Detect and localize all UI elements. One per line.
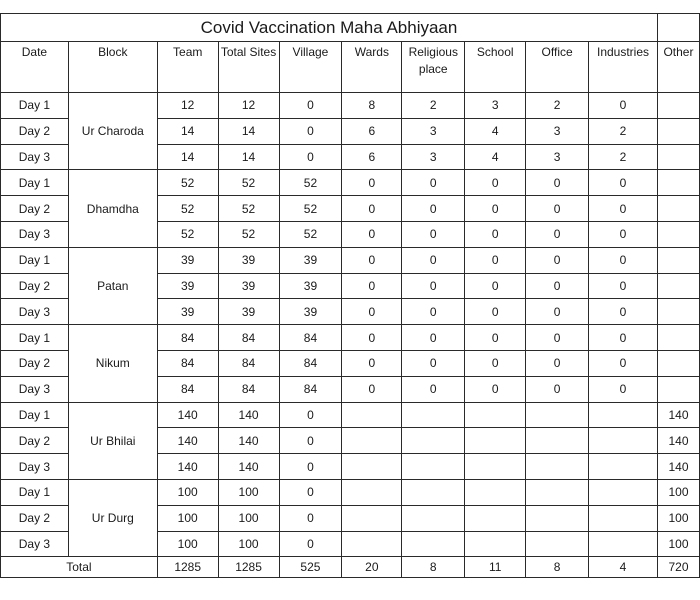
value-cell: 0 [526, 299, 589, 325]
value-cell: 0 [279, 144, 342, 170]
value-cell: 0 [589, 299, 658, 325]
value-cell: 52 [218, 196, 279, 222]
value-cell: 0 [589, 170, 658, 196]
value-cell: 0 [526, 325, 589, 351]
value-cell [342, 531, 402, 557]
total-row [1, 557, 700, 578]
value-cell [342, 454, 402, 480]
value-cell: 100 [157, 531, 218, 557]
value-cell: 0 [526, 170, 589, 196]
value-cell: 39 [279, 299, 342, 325]
value-cell: 0 [589, 247, 658, 273]
value-cell: 0 [465, 376, 526, 402]
day-cell: Day 1 [1, 170, 69, 196]
day-cell: Day 2 [1, 350, 69, 376]
value-cell: 0 [589, 350, 658, 376]
value-cell: 3 [465, 93, 526, 119]
value-cell: 140 [218, 454, 279, 480]
value-cell [342, 402, 402, 428]
value-cell: 0 [342, 350, 402, 376]
value-cell [657, 93, 699, 119]
value-cell: 52 [279, 170, 342, 196]
day-cell: Day 3 [1, 454, 69, 480]
day-cell: Day 2 [1, 273, 69, 299]
day-cell: Day 1 [1, 479, 69, 505]
value-cell: 84 [218, 325, 279, 351]
value-cell [465, 531, 526, 557]
value-cell: 0 [342, 247, 402, 273]
value-cell: 0 [526, 376, 589, 402]
value-cell: 0 [279, 505, 342, 531]
value-cell: 2 [402, 93, 465, 119]
value-cell: 84 [279, 325, 342, 351]
day-cell: Day 3 [1, 299, 69, 325]
value-cell: 0 [402, 299, 465, 325]
total-value-cell: 11 [465, 557, 526, 578]
table-row [1, 93, 700, 119]
day-cell: Day 2 [1, 118, 69, 144]
value-cell [465, 402, 526, 428]
total-value-cell: 1285 [157, 557, 218, 578]
value-cell: 2 [589, 144, 658, 170]
value-cell: 14 [157, 144, 218, 170]
value-cell [657, 118, 699, 144]
value-cell [589, 428, 658, 454]
value-cell: 52 [218, 170, 279, 196]
value-cell: 0 [279, 118, 342, 144]
value-cell: 0 [342, 325, 402, 351]
value-cell [402, 428, 465, 454]
value-cell: 39 [218, 299, 279, 325]
total-value-cell: 20 [342, 557, 402, 578]
value-cell: 0 [526, 247, 589, 273]
value-cell [589, 479, 658, 505]
day-cell: Day 2 [1, 196, 69, 222]
block-name-cell: Ur Charoda [68, 93, 157, 170]
value-cell [402, 479, 465, 505]
value-cell [342, 479, 402, 505]
value-cell [657, 350, 699, 376]
value-cell: 0 [279, 402, 342, 428]
value-cell: 14 [157, 118, 218, 144]
value-cell [402, 531, 465, 557]
value-cell: 39 [157, 273, 218, 299]
column-header: Office [526, 42, 589, 93]
value-cell [657, 247, 699, 273]
value-cell: 8 [342, 93, 402, 119]
value-cell [657, 144, 699, 170]
value-cell [657, 273, 699, 299]
value-cell [465, 479, 526, 505]
value-cell: 140 [157, 454, 218, 480]
day-cell: Day 3 [1, 144, 69, 170]
value-cell: 0 [342, 273, 402, 299]
value-cell: 0 [465, 247, 526, 273]
value-cell: 4 [465, 118, 526, 144]
day-cell: Day 2 [1, 505, 69, 531]
day-cell: Day 3 [1, 221, 69, 247]
value-cell: 0 [589, 93, 658, 119]
value-cell: 100 [157, 505, 218, 531]
value-cell: 0 [589, 273, 658, 299]
value-cell: 39 [218, 247, 279, 273]
value-cell [589, 531, 658, 557]
value-cell: 100 [657, 505, 699, 531]
value-cell: 52 [157, 170, 218, 196]
table-title: Covid Vaccination Maha Abhiyaan [1, 14, 658, 42]
value-cell [657, 221, 699, 247]
value-cell: 0 [279, 454, 342, 480]
value-cell: 100 [657, 479, 699, 505]
value-cell: 4 [465, 144, 526, 170]
table-row [1, 402, 700, 428]
day-cell: Day 1 [1, 93, 69, 119]
value-cell: 84 [157, 376, 218, 402]
column-header: Total Sites [218, 42, 279, 93]
value-cell: 0 [526, 221, 589, 247]
value-cell: 140 [157, 402, 218, 428]
value-cell: 0 [402, 273, 465, 299]
day-cell: Day 1 [1, 402, 69, 428]
day-cell: Day 2 [1, 428, 69, 454]
value-cell: 140 [657, 428, 699, 454]
value-cell [657, 170, 699, 196]
value-cell: 39 [279, 247, 342, 273]
value-cell: 0 [465, 325, 526, 351]
column-header: Other [657, 42, 699, 93]
value-cell: 84 [279, 350, 342, 376]
value-cell: 39 [218, 273, 279, 299]
value-cell: 0 [402, 376, 465, 402]
total-value-cell: 8 [402, 557, 465, 578]
value-cell: 140 [657, 402, 699, 428]
value-cell: 0 [526, 273, 589, 299]
value-cell: 0 [465, 196, 526, 222]
total-value-cell: 720 [657, 557, 699, 578]
title-row-spacer [657, 14, 699, 42]
column-header: Village [279, 42, 342, 93]
value-cell [465, 454, 526, 480]
value-cell: 3 [526, 144, 589, 170]
value-cell: 140 [218, 428, 279, 454]
value-cell [657, 299, 699, 325]
value-cell [589, 505, 658, 531]
value-cell: 0 [465, 221, 526, 247]
value-cell: 39 [157, 299, 218, 325]
block-name-cell: Ur Bhilai [68, 402, 157, 479]
value-cell [526, 402, 589, 428]
value-cell: 0 [465, 170, 526, 196]
value-cell: 3 [402, 118, 465, 144]
value-cell: 52 [157, 196, 218, 222]
table-row [1, 479, 700, 505]
value-cell: 100 [657, 531, 699, 557]
value-cell: 0 [279, 93, 342, 119]
value-cell: 14 [218, 144, 279, 170]
value-cell: 39 [279, 273, 342, 299]
value-cell: 0 [402, 196, 465, 222]
value-cell: 52 [218, 221, 279, 247]
total-value-cell: 525 [279, 557, 342, 578]
value-cell: 0 [342, 376, 402, 402]
value-cell: 0 [465, 273, 526, 299]
value-cell: 0 [465, 350, 526, 376]
value-cell: 0 [526, 196, 589, 222]
value-cell [402, 505, 465, 531]
value-cell: 3 [402, 144, 465, 170]
value-cell: 0 [279, 479, 342, 505]
value-cell: 100 [218, 479, 279, 505]
value-cell: 0 [589, 196, 658, 222]
value-cell [465, 428, 526, 454]
total-value-cell: 4 [589, 557, 658, 578]
table-row [1, 247, 700, 273]
block-name-cell: Dhamdha [68, 170, 157, 247]
value-cell: 0 [589, 221, 658, 247]
value-cell: 14 [218, 118, 279, 144]
value-cell [589, 454, 658, 480]
value-cell: 0 [465, 299, 526, 325]
title-row [1, 14, 700, 42]
value-cell: 84 [157, 325, 218, 351]
value-cell: 84 [157, 350, 218, 376]
total-value-cell: 1285 [218, 557, 279, 578]
value-cell: 0 [342, 299, 402, 325]
value-cell: 0 [589, 376, 658, 402]
value-cell [526, 479, 589, 505]
value-cell [342, 428, 402, 454]
day-cell: Day 3 [1, 376, 69, 402]
value-cell [526, 454, 589, 480]
table-row [1, 325, 700, 351]
block-name-cell: Ur Durg [68, 479, 157, 556]
total-value-cell: 8 [526, 557, 589, 578]
value-cell [526, 505, 589, 531]
value-cell: 12 [218, 93, 279, 119]
value-cell: 52 [157, 221, 218, 247]
value-cell: 84 [218, 376, 279, 402]
value-cell [589, 402, 658, 428]
value-cell [657, 325, 699, 351]
value-cell: 84 [218, 350, 279, 376]
value-cell: 100 [218, 505, 279, 531]
value-cell: 2 [589, 118, 658, 144]
value-cell: 3 [526, 118, 589, 144]
value-cell: 52 [279, 221, 342, 247]
column-header: Team [157, 42, 218, 93]
value-cell: 140 [218, 402, 279, 428]
value-cell: 0 [279, 428, 342, 454]
column-header: School [465, 42, 526, 93]
value-cell: 100 [157, 479, 218, 505]
day-cell: Day 1 [1, 247, 69, 273]
value-cell: 0 [402, 170, 465, 196]
block-name-cell: Nikum [68, 325, 157, 402]
value-cell [657, 376, 699, 402]
value-cell: 0 [342, 196, 402, 222]
value-cell: 84 [279, 376, 342, 402]
table-row [1, 170, 700, 196]
value-cell: 6 [342, 144, 402, 170]
value-cell: 0 [402, 325, 465, 351]
header-row [1, 42, 700, 93]
value-cell: 0 [279, 531, 342, 557]
value-cell: 140 [657, 454, 699, 480]
value-cell: 52 [279, 196, 342, 222]
value-cell: 0 [589, 325, 658, 351]
value-cell: 100 [218, 531, 279, 557]
day-cell: Day 1 [1, 325, 69, 351]
value-cell [465, 505, 526, 531]
column-header: Wards [342, 42, 402, 93]
value-cell [526, 428, 589, 454]
value-cell: 12 [157, 93, 218, 119]
vaccination-sheet [0, 13, 700, 576]
value-cell: 0 [402, 247, 465, 273]
column-header: Religious place [402, 42, 465, 93]
column-header: Date [1, 42, 69, 93]
column-header: Industries [589, 42, 658, 93]
value-cell [526, 531, 589, 557]
total-label: Total [1, 557, 158, 578]
value-cell [657, 196, 699, 222]
value-cell: 0 [526, 350, 589, 376]
column-header: Block [68, 42, 157, 93]
value-cell: 39 [157, 247, 218, 273]
value-cell [402, 402, 465, 428]
value-cell: 0 [402, 350, 465, 376]
vaccination-table [0, 13, 700, 578]
value-cell: 0 [342, 221, 402, 247]
block-name-cell: Patan [68, 247, 157, 324]
value-cell: 0 [402, 221, 465, 247]
value-cell [402, 454, 465, 480]
value-cell: 140 [157, 428, 218, 454]
value-cell: 0 [342, 170, 402, 196]
day-cell: Day 3 [1, 531, 69, 557]
value-cell: 6 [342, 118, 402, 144]
value-cell: 2 [526, 93, 589, 119]
value-cell [342, 505, 402, 531]
